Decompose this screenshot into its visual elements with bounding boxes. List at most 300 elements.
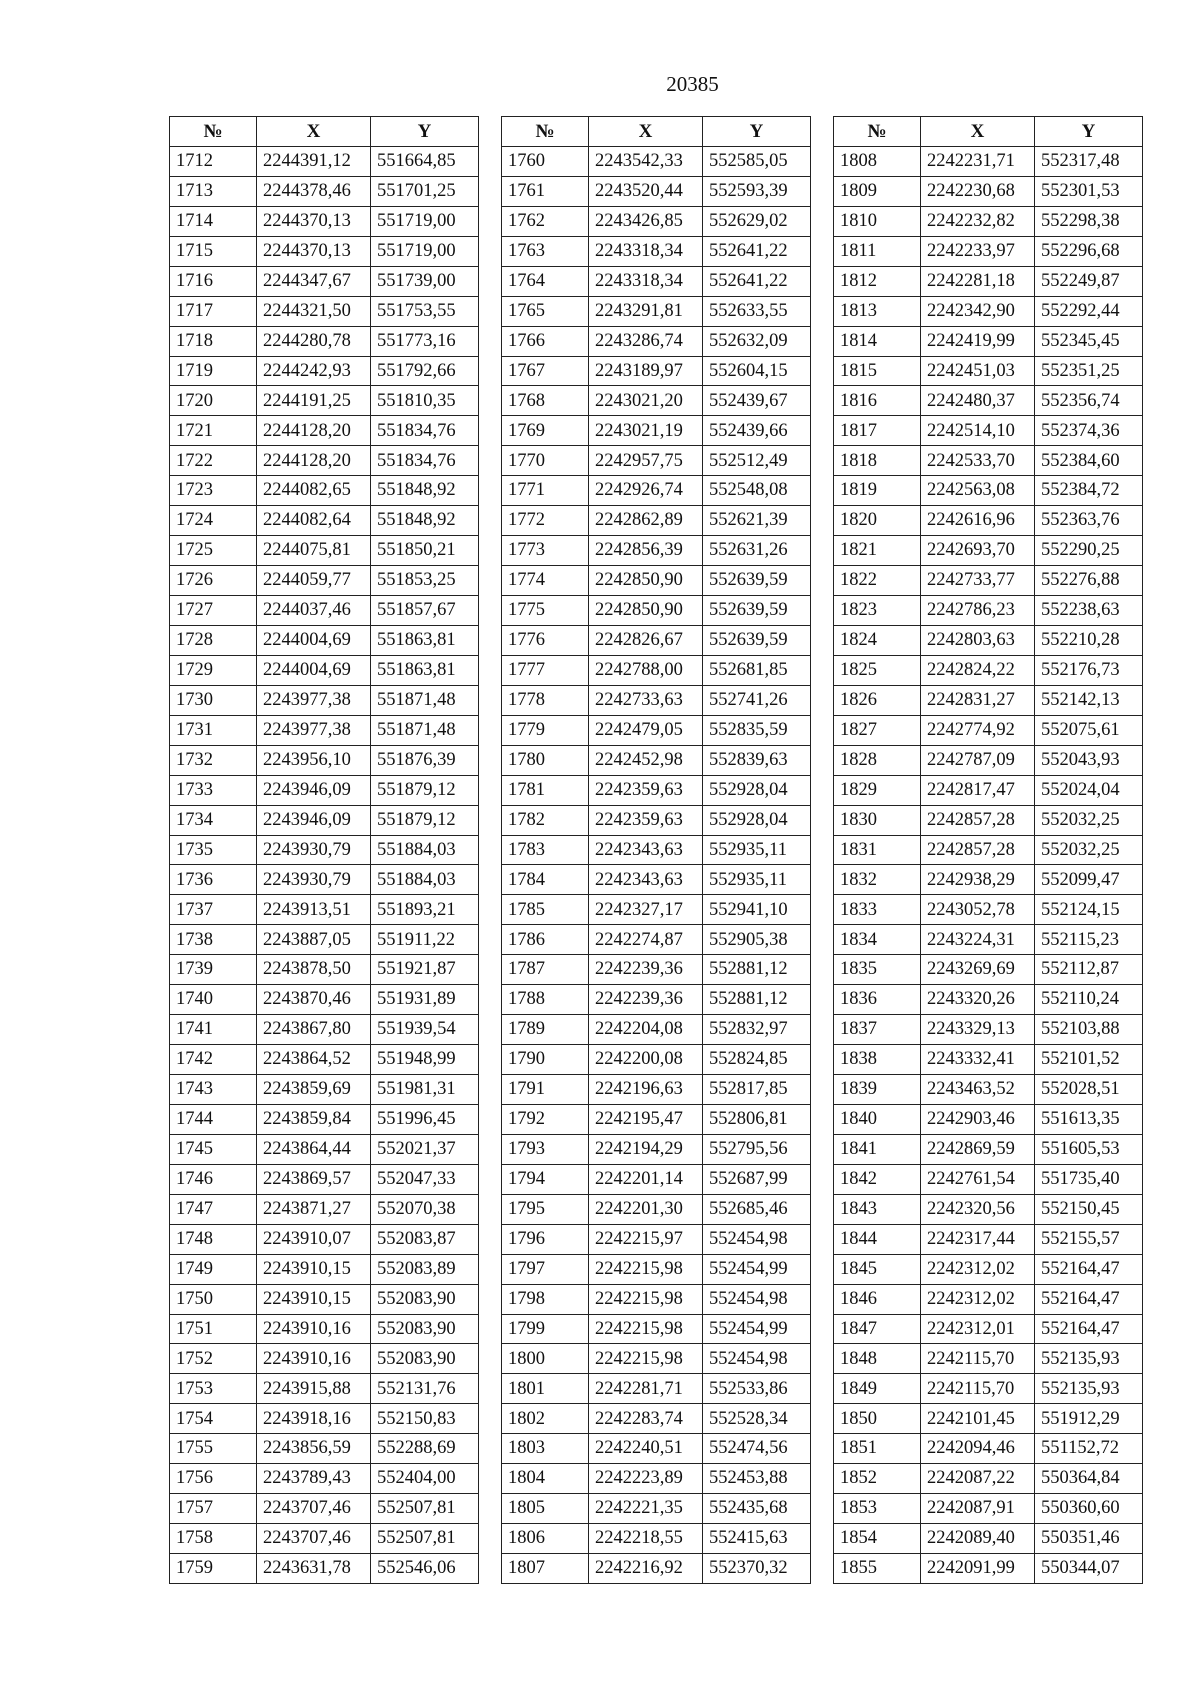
point-number-cell: 1792 — [502, 1104, 589, 1134]
x-coordinate-cell: 2243463,52 — [921, 1075, 1035, 1105]
x-coordinate-cell: 2242761,54 — [921, 1164, 1035, 1194]
point-number-cell: 1748 — [170, 1224, 257, 1254]
x-coordinate-cell: 2242232,82 — [921, 206, 1035, 236]
x-coordinate-cell: 2243332,41 — [921, 1045, 1035, 1075]
y-coordinate-cell: 551834,76 — [371, 416, 479, 446]
table-row — [502, 1374, 811, 1404]
y-coordinate-cell: 552641,22 — [703, 236, 811, 266]
table-row — [170, 566, 479, 596]
y-coordinate-cell: 552881,12 — [703, 955, 811, 985]
x-coordinate-cell: 2242215,98 — [589, 1254, 703, 1284]
table-row — [834, 356, 1143, 386]
y-coordinate-cell: 551884,03 — [371, 835, 479, 865]
y-coordinate-cell: 552351,25 — [1035, 356, 1143, 386]
table-row — [170, 1374, 479, 1404]
table-row — [170, 206, 479, 236]
x-coordinate-cell: 2242087,91 — [921, 1494, 1035, 1524]
y-coordinate-cell: 552370,32 — [703, 1554, 811, 1584]
y-coordinate-cell: 552507,81 — [371, 1494, 479, 1524]
point-number-cell: 1755 — [170, 1434, 257, 1464]
point-number-cell: 1824 — [834, 625, 921, 655]
x-coordinate-cell: 2243021,20 — [589, 386, 703, 416]
table-row — [502, 596, 811, 626]
x-coordinate-cell: 2242196,63 — [589, 1075, 703, 1105]
y-coordinate-cell: 550344,07 — [1035, 1554, 1143, 1584]
table-row — [170, 1104, 479, 1134]
x-coordinate-cell: 2243224,31 — [921, 925, 1035, 955]
table-row — [834, 655, 1143, 685]
x-coordinate-cell: 2243542,33 — [589, 146, 703, 176]
y-coordinate-cell: 552374,36 — [1035, 416, 1143, 446]
point-number-cell: 1790 — [502, 1045, 589, 1075]
point-number-cell: 1772 — [502, 506, 589, 536]
y-coordinate-cell: 552131,76 — [371, 1374, 479, 1404]
y-coordinate-cell: 552083,90 — [371, 1344, 479, 1374]
x-coordinate-cell: 2243956,10 — [257, 745, 371, 775]
y-coordinate-cell: 552150,45 — [1035, 1194, 1143, 1224]
y-coordinate-cell: 552032,25 — [1035, 835, 1143, 865]
point-number-cell: 1740 — [170, 985, 257, 1015]
point-number-cell: 1785 — [502, 895, 589, 925]
table-row — [502, 296, 811, 326]
point-number-cell: 1823 — [834, 596, 921, 626]
x-coordinate-cell: 2243930,79 — [257, 865, 371, 895]
y-coordinate-cell: 552641,22 — [703, 266, 811, 296]
x-coordinate-cell: 2242938,29 — [921, 865, 1035, 895]
point-number-cell: 1838 — [834, 1045, 921, 1075]
table-row — [170, 356, 479, 386]
y-coordinate-cell: 551848,92 — [371, 476, 479, 506]
x-coordinate-cell: 2244128,20 — [257, 416, 371, 446]
table-row — [170, 536, 479, 566]
x-coordinate-cell: 2243946,09 — [257, 805, 371, 835]
x-coordinate-cell: 2243887,05 — [257, 925, 371, 955]
x-coordinate-cell: 2244004,69 — [257, 655, 371, 685]
point-number-cell: 1744 — [170, 1104, 257, 1134]
point-number-cell: 1852 — [834, 1464, 921, 1494]
table-row — [502, 1344, 811, 1374]
point-number-cell: 1801 — [502, 1374, 589, 1404]
y-coordinate-cell: 552639,59 — [703, 566, 811, 596]
x-coordinate-cell: 2244280,78 — [257, 326, 371, 356]
table-row — [502, 206, 811, 236]
x-coordinate-cell: 2243913,51 — [257, 895, 371, 925]
point-number-cell: 1808 — [834, 146, 921, 176]
table-row — [834, 925, 1143, 955]
column-header-x: X — [589, 117, 703, 147]
x-coordinate-cell: 2243977,38 — [257, 685, 371, 715]
table-row — [502, 566, 811, 596]
point-number-cell: 1848 — [834, 1344, 921, 1374]
table-row — [170, 685, 479, 715]
point-number-cell: 1830 — [834, 805, 921, 835]
x-coordinate-cell: 2243189,97 — [589, 356, 703, 386]
y-coordinate-cell: 552593,39 — [703, 176, 811, 206]
table-row — [502, 146, 811, 176]
x-coordinate-cell: 2242204,08 — [589, 1015, 703, 1045]
point-number-cell: 1821 — [834, 536, 921, 566]
x-coordinate-cell: 2242359,63 — [589, 775, 703, 805]
table-row — [502, 506, 811, 536]
x-coordinate-cell: 2244242,93 — [257, 356, 371, 386]
y-coordinate-cell: 552021,37 — [371, 1134, 479, 1164]
column-header-number: № — [834, 117, 921, 147]
y-coordinate-cell: 552024,04 — [1035, 775, 1143, 805]
table-row — [170, 1254, 479, 1284]
y-coordinate-cell: 550360,60 — [1035, 1494, 1143, 1524]
point-number-cell: 1756 — [170, 1464, 257, 1494]
table-row — [834, 685, 1143, 715]
y-coordinate-cell: 551664,85 — [371, 146, 479, 176]
point-number-cell: 1791 — [502, 1075, 589, 1105]
point-number-cell: 1738 — [170, 925, 257, 955]
y-coordinate-cell: 552439,67 — [703, 386, 811, 416]
y-coordinate-cell: 551884,03 — [371, 865, 479, 895]
table-row — [170, 835, 479, 865]
point-number-cell: 1721 — [170, 416, 257, 446]
y-coordinate-cell: 552384,60 — [1035, 446, 1143, 476]
x-coordinate-cell: 2242281,71 — [589, 1374, 703, 1404]
table-row — [834, 506, 1143, 536]
table-row — [170, 865, 479, 895]
point-number-cell: 1729 — [170, 655, 257, 685]
table-row — [834, 1494, 1143, 1524]
y-coordinate-cell: 552533,86 — [703, 1374, 811, 1404]
y-coordinate-cell: 551871,48 — [371, 715, 479, 745]
table-row — [834, 1254, 1143, 1284]
x-coordinate-cell: 2242201,30 — [589, 1194, 703, 1224]
table-row — [170, 1404, 479, 1434]
y-coordinate-cell: 552249,87 — [1035, 266, 1143, 296]
table-row — [502, 1194, 811, 1224]
point-number-cell: 1767 — [502, 356, 589, 386]
y-coordinate-cell: 551879,12 — [371, 775, 479, 805]
table-row — [170, 1554, 479, 1584]
column-header-x: X — [921, 117, 1035, 147]
y-coordinate-cell: 552238,63 — [1035, 596, 1143, 626]
x-coordinate-cell: 2243910,16 — [257, 1314, 371, 1344]
table-row — [834, 476, 1143, 506]
y-coordinate-cell: 551719,00 — [371, 236, 479, 266]
point-number-cell: 1714 — [170, 206, 257, 236]
point-number-cell: 1805 — [502, 1494, 589, 1524]
y-coordinate-cell: 552631,26 — [703, 536, 811, 566]
x-coordinate-cell: 2244391,12 — [257, 146, 371, 176]
table-row — [502, 536, 811, 566]
x-coordinate-cell: 2242616,96 — [921, 506, 1035, 536]
table-row — [502, 895, 811, 925]
table-row — [170, 176, 479, 206]
table-row — [170, 655, 479, 685]
point-number-cell: 1752 — [170, 1344, 257, 1374]
y-coordinate-cell: 552164,47 — [1035, 1314, 1143, 1344]
table-row — [170, 715, 479, 745]
x-coordinate-cell: 2242215,98 — [589, 1344, 703, 1374]
y-coordinate-cell: 552548,08 — [703, 476, 811, 506]
point-number-cell: 1847 — [834, 1314, 921, 1344]
table-row — [834, 1344, 1143, 1374]
coordinates-table-1 — [169, 116, 479, 1584]
table-row — [834, 985, 1143, 1015]
table-row — [502, 1134, 811, 1164]
x-coordinate-cell: 2242831,27 — [921, 685, 1035, 715]
point-number-cell: 1725 — [170, 536, 257, 566]
table-row — [834, 416, 1143, 446]
y-coordinate-cell: 552356,74 — [1035, 386, 1143, 416]
point-number-cell: 1797 — [502, 1254, 589, 1284]
point-number-cell: 1788 — [502, 985, 589, 1015]
x-coordinate-cell: 2243864,44 — [257, 1134, 371, 1164]
y-coordinate-cell: 552935,11 — [703, 865, 811, 895]
y-coordinate-cell: 551948,99 — [371, 1045, 479, 1075]
table-row — [170, 1045, 479, 1075]
table-row — [834, 895, 1143, 925]
point-number-cell: 1751 — [170, 1314, 257, 1344]
x-coordinate-cell: 2244347,67 — [257, 266, 371, 296]
y-coordinate-cell: 552301,53 — [1035, 176, 1143, 206]
y-coordinate-cell: 552124,15 — [1035, 895, 1143, 925]
x-coordinate-cell: 2243910,07 — [257, 1224, 371, 1254]
table-header-row — [170, 117, 479, 147]
x-coordinate-cell: 2242218,55 — [589, 1524, 703, 1554]
x-coordinate-cell: 2242239,36 — [589, 985, 703, 1015]
point-number-cell: 1737 — [170, 895, 257, 925]
x-coordinate-cell: 2242221,35 — [589, 1494, 703, 1524]
point-number-cell: 1818 — [834, 446, 921, 476]
y-coordinate-cell: 552474,56 — [703, 1434, 811, 1464]
x-coordinate-cell: 2242419,99 — [921, 326, 1035, 356]
y-coordinate-cell: 552881,12 — [703, 985, 811, 1015]
table-row — [170, 1164, 479, 1194]
y-coordinate-cell: 551879,12 — [371, 805, 479, 835]
table-row — [834, 1554, 1143, 1584]
point-number-cell: 1778 — [502, 685, 589, 715]
point-number-cell: 1811 — [834, 236, 921, 266]
y-coordinate-cell: 551981,31 — [371, 1075, 479, 1105]
x-coordinate-cell: 2242087,22 — [921, 1464, 1035, 1494]
point-number-cell: 1807 — [502, 1554, 589, 1584]
x-coordinate-cell: 2242283,74 — [589, 1404, 703, 1434]
point-number-cell: 1839 — [834, 1075, 921, 1105]
table-row — [170, 296, 479, 326]
point-number-cell: 1777 — [502, 655, 589, 685]
point-number-cell: 1815 — [834, 356, 921, 386]
point-number-cell: 1842 — [834, 1164, 921, 1194]
x-coordinate-cell: 2243859,69 — [257, 1075, 371, 1105]
y-coordinate-cell: 552112,87 — [1035, 955, 1143, 985]
x-coordinate-cell: 2243789,43 — [257, 1464, 371, 1494]
point-number-cell: 1761 — [502, 176, 589, 206]
x-coordinate-cell: 2244075,81 — [257, 536, 371, 566]
x-coordinate-cell: 2242101,45 — [921, 1404, 1035, 1434]
x-coordinate-cell: 2242312,02 — [921, 1284, 1035, 1314]
y-coordinate-cell: 552512,49 — [703, 446, 811, 476]
point-number-cell: 1809 — [834, 176, 921, 206]
point-number-cell: 1745 — [170, 1134, 257, 1164]
point-number-cell: 1746 — [170, 1164, 257, 1194]
table-row — [170, 1494, 479, 1524]
point-number-cell: 1831 — [834, 835, 921, 865]
table-row — [834, 386, 1143, 416]
table-row — [502, 1045, 811, 1075]
y-coordinate-cell: 552454,98 — [703, 1344, 811, 1374]
table-row — [502, 176, 811, 206]
y-coordinate-cell: 552210,28 — [1035, 625, 1143, 655]
table-row — [834, 955, 1143, 985]
y-coordinate-cell: 552454,98 — [703, 1224, 811, 1254]
column-header-y: Y — [703, 117, 811, 147]
y-coordinate-cell: 552164,47 — [1035, 1284, 1143, 1314]
point-number-cell: 1810 — [834, 206, 921, 236]
point-number-cell: 1731 — [170, 715, 257, 745]
point-number-cell: 1850 — [834, 1404, 921, 1434]
y-coordinate-cell: 551834,76 — [371, 446, 479, 476]
point-number-cell: 1789 — [502, 1015, 589, 1045]
y-coordinate-cell: 552155,57 — [1035, 1224, 1143, 1254]
x-coordinate-cell: 2243910,15 — [257, 1254, 371, 1284]
x-coordinate-cell: 2242215,97 — [589, 1224, 703, 1254]
table-row — [502, 1254, 811, 1284]
y-coordinate-cell: 552824,85 — [703, 1045, 811, 1075]
point-number-cell: 1836 — [834, 985, 921, 1015]
y-coordinate-cell: 552115,23 — [1035, 925, 1143, 955]
table-header-row — [834, 117, 1143, 147]
point-number-cell: 1851 — [834, 1434, 921, 1464]
point-number-cell: 1736 — [170, 865, 257, 895]
point-number-cell: 1712 — [170, 146, 257, 176]
table-row — [834, 236, 1143, 266]
y-coordinate-cell: 552043,93 — [1035, 745, 1143, 775]
x-coordinate-cell: 2242094,46 — [921, 1434, 1035, 1464]
table-row — [834, 1075, 1143, 1105]
point-number-cell: 1796 — [502, 1224, 589, 1254]
coordinates-table-2 — [501, 116, 811, 1584]
point-number-cell: 1800 — [502, 1344, 589, 1374]
point-number-cell: 1720 — [170, 386, 257, 416]
table-row — [170, 1015, 479, 1045]
y-coordinate-cell: 550351,46 — [1035, 1524, 1143, 1554]
table-row — [502, 266, 811, 296]
x-coordinate-cell: 2244191,25 — [257, 386, 371, 416]
point-number-cell: 1841 — [834, 1134, 921, 1164]
x-coordinate-cell: 2243707,46 — [257, 1524, 371, 1554]
x-coordinate-cell: 2242091,99 — [921, 1554, 1035, 1584]
y-coordinate-cell: 552435,68 — [703, 1494, 811, 1524]
table-row — [834, 446, 1143, 476]
table-row — [170, 1464, 479, 1494]
y-coordinate-cell: 552083,90 — [371, 1314, 479, 1344]
point-number-cell: 1826 — [834, 685, 921, 715]
y-coordinate-cell: 552135,93 — [1035, 1374, 1143, 1404]
y-coordinate-cell: 552317,48 — [1035, 146, 1143, 176]
y-coordinate-cell: 552032,25 — [1035, 805, 1143, 835]
table-row — [502, 655, 811, 685]
y-coordinate-cell: 552276,88 — [1035, 566, 1143, 596]
y-coordinate-cell: 552817,85 — [703, 1075, 811, 1105]
table-row — [834, 625, 1143, 655]
table-row — [170, 1314, 479, 1344]
table-row — [170, 925, 479, 955]
point-number-cell: 1793 — [502, 1134, 589, 1164]
table-row — [502, 1434, 811, 1464]
x-coordinate-cell: 2242215,98 — [589, 1314, 703, 1344]
x-coordinate-cell: 2244128,20 — [257, 446, 371, 476]
x-coordinate-cell: 2242850,90 — [589, 596, 703, 626]
table-row — [502, 476, 811, 506]
y-coordinate-cell: 551876,39 — [371, 745, 479, 775]
column-header-y: Y — [1035, 117, 1143, 147]
table-row — [834, 1194, 1143, 1224]
point-number-cell: 1763 — [502, 236, 589, 266]
point-number-cell: 1804 — [502, 1464, 589, 1494]
x-coordinate-cell: 2244004,69 — [257, 625, 371, 655]
point-number-cell: 1840 — [834, 1104, 921, 1134]
table-row — [502, 1015, 811, 1045]
y-coordinate-cell: 551753,55 — [371, 296, 479, 326]
point-number-cell: 1819 — [834, 476, 921, 506]
table-row — [834, 1314, 1143, 1344]
x-coordinate-cell: 2242926,74 — [589, 476, 703, 506]
point-number-cell: 1816 — [834, 386, 921, 416]
y-coordinate-cell: 552835,59 — [703, 715, 811, 745]
point-number-cell: 1795 — [502, 1194, 589, 1224]
table-row — [502, 1494, 811, 1524]
x-coordinate-cell: 2242089,40 — [921, 1524, 1035, 1554]
point-number-cell: 1780 — [502, 745, 589, 775]
table-row — [170, 326, 479, 356]
x-coordinate-cell: 2244082,65 — [257, 476, 371, 506]
table-row — [502, 985, 811, 1015]
point-number-cell: 1775 — [502, 596, 589, 626]
table-row — [834, 1164, 1143, 1194]
table-row — [170, 895, 479, 925]
table-row — [170, 1224, 479, 1254]
x-coordinate-cell: 2242857,28 — [921, 835, 1035, 865]
y-coordinate-cell: 551792,66 — [371, 356, 479, 386]
table-row — [170, 745, 479, 775]
x-coordinate-cell: 2242733,77 — [921, 566, 1035, 596]
point-number-cell: 1727 — [170, 596, 257, 626]
y-coordinate-cell: 551719,00 — [371, 206, 479, 236]
point-number-cell: 1832 — [834, 865, 921, 895]
x-coordinate-cell: 2242115,70 — [921, 1374, 1035, 1404]
point-number-cell: 1749 — [170, 1254, 257, 1284]
table-row — [502, 805, 811, 835]
point-number-cell: 1715 — [170, 236, 257, 266]
x-coordinate-cell: 2243871,27 — [257, 1194, 371, 1224]
point-number-cell: 1774 — [502, 566, 589, 596]
table-row — [502, 356, 811, 386]
y-coordinate-cell: 552453,88 — [703, 1464, 811, 1494]
point-number-cell: 1718 — [170, 326, 257, 356]
point-number-cell: 1771 — [502, 476, 589, 506]
y-coordinate-cell: 552099,47 — [1035, 865, 1143, 895]
y-coordinate-cell: 551871,48 — [371, 685, 479, 715]
table-row — [502, 416, 811, 446]
x-coordinate-cell: 2243910,15 — [257, 1284, 371, 1314]
x-coordinate-cell: 2242903,46 — [921, 1104, 1035, 1134]
table-row — [502, 925, 811, 955]
table-row — [170, 386, 479, 416]
x-coordinate-cell: 2243426,85 — [589, 206, 703, 236]
x-coordinate-cell: 2243856,59 — [257, 1434, 371, 1464]
point-number-cell: 1784 — [502, 865, 589, 895]
x-coordinate-cell: 2242826,67 — [589, 625, 703, 655]
y-coordinate-cell: 551810,35 — [371, 386, 479, 416]
point-number-cell: 1764 — [502, 266, 589, 296]
y-coordinate-cell: 551152,72 — [1035, 1434, 1143, 1464]
x-coordinate-cell: 2242233,97 — [921, 236, 1035, 266]
